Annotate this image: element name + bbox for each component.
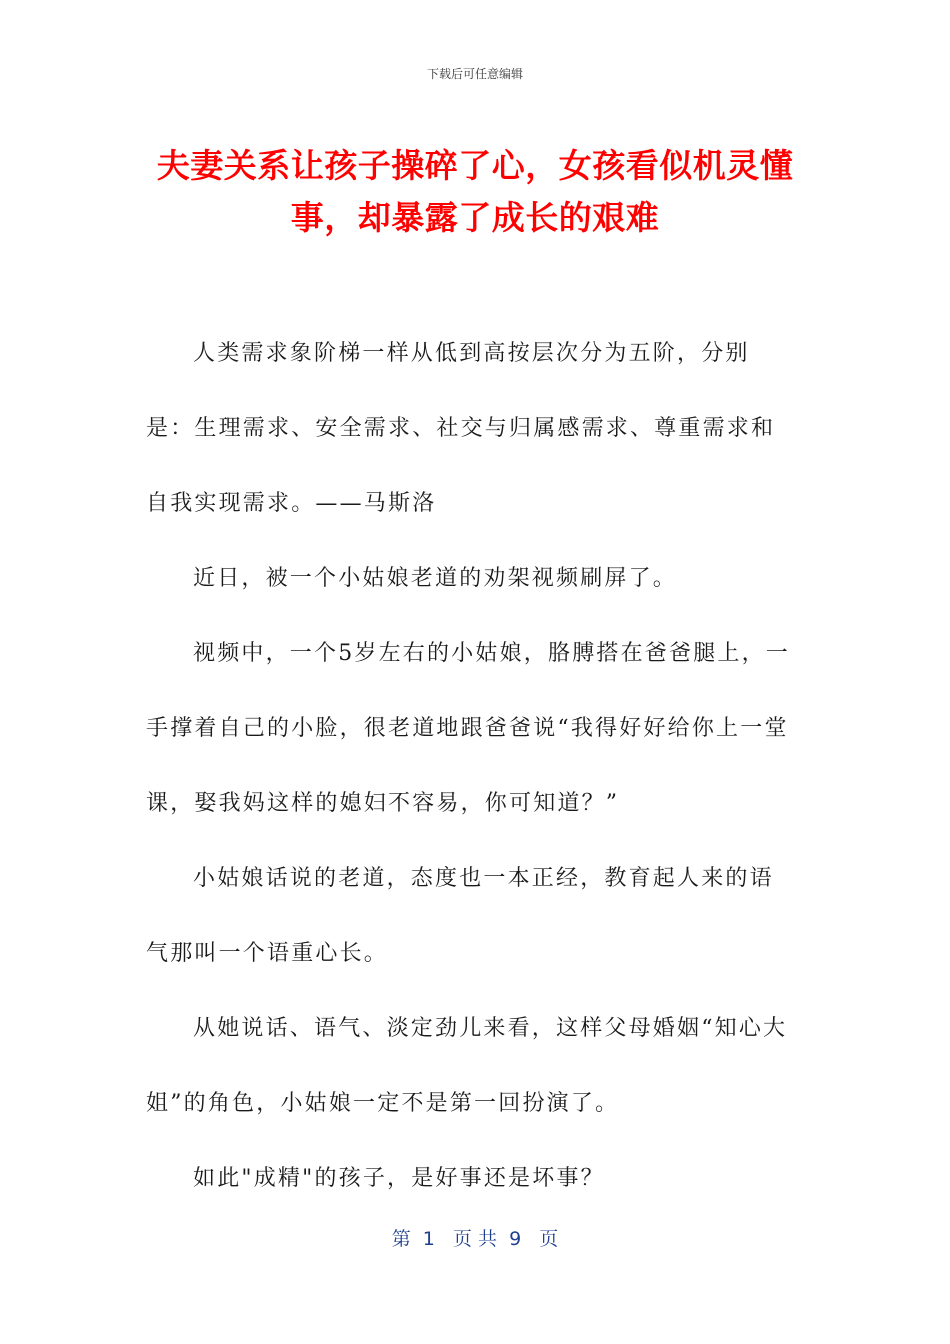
paragraph-girl-tone: 小姑娘话说的老道，态度也一本正经，教育起人来的语气那叫一个语重心长。 <box>146 866 774 966</box>
paragraph-video-intro: 近日，被一个小姑娘老道的劝架视频刷屏了。 <box>193 566 678 591</box>
document-body <box>146 316 796 1216</box>
paragraph-question: 如此"成精"的孩子，是好事还是坏事？ <box>193 1166 605 1191</box>
page-number-footer: 第 1 页 共 9 页 <box>391 1228 559 1250</box>
document-title: 夫妻关系让孩子操碎了心，女孩看似机灵懂事，却暴露了成长的艰难 <box>156 146 794 237</box>
paragraph-maslow-quote: 人类需求象阶梯一样从低到高按层次分为五阶，分别是：生理需求、安全需求、社交与归属感需求、尊重需求和自我实现需求。——马斯洛 <box>146 341 776 516</box>
paragraph-girl-role: 从她说话、语气、淡定劲儿来看，这样父母婚姻“知心大姐”的角色，小姑娘一定不是第一回扮演了。 <box>146 1016 788 1116</box>
paragraph-video-description: 视频中，一个5岁左右的小姑娘，胳膊搭在爸爸腿上，一手撑着自己的小脸，很老道地跟爸爸说“我得好好给你上一堂课，娶我妈这样的媳妇不容易，你可知道？” <box>146 641 790 816</box>
header-note: 下载后可任意编辑 <box>426 67 523 81</box>
